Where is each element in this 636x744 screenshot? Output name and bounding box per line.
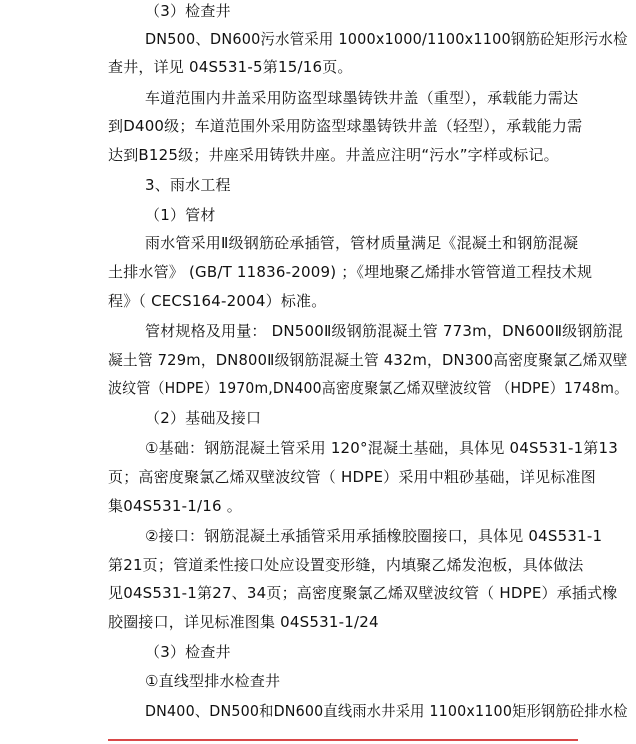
paragraph-line: 胶圈接口，详见标准图集 04S531-1/24: [108, 613, 379, 631]
paragraph-line: 集04S531-1/16 。: [108, 497, 242, 515]
paragraph-line: DN500、DN600污水管采用 1000x1000/1100x1100钢筋砼矩形污水检: [145, 30, 628, 48]
paragraph-line: 管材规格及用量： DN500Ⅱ级钢筋混凝土管 773m，DN600Ⅱ级钢筋混: [145, 322, 623, 340]
page-bottom-rule: [108, 739, 578, 741]
section-heading-manhole: （3）检查井: [145, 2, 231, 20]
list-item-heading: ①直线型排水检查井: [145, 672, 281, 690]
subsection-heading-foundation: （2）基础及接口: [145, 409, 262, 427]
section-heading-stormwater: 3、雨水工程: [145, 176, 231, 194]
paragraph-line: 凝土管 729m，DN800Ⅱ级钢筋混凝土管 432m，DN300高密度聚氯乙烯双壁: [108, 351, 628, 369]
paragraph-line: 第21页；管道柔性接口处应设置变形缝，内填聚乙烯发泡板，具体做法: [108, 556, 584, 574]
paragraph-line: 车道范围内井盖采用防盗型球墨铸铁井盖（重型），承载能力需达: [145, 89, 579, 107]
paragraph-line: 雨水管采用Ⅱ级钢筋砼承插管，管材质量满足《混凝土和钢筋混凝: [145, 234, 579, 252]
paragraph-line: 查井，详见 04S531-5第15/16页。: [108, 58, 353, 76]
paragraph-line: ①基础：钢筋混凝土管采用 120°混凝土基础，具体见 04S531-1第13: [145, 439, 618, 457]
subsection-heading-manhole: （3）检查井: [145, 643, 231, 661]
paragraph-line: 程》（ CECS164-2004）标准。: [108, 292, 327, 310]
paragraph-line: DN400、DN500和DN600直线雨水井采用 1100x1100矩形钢筋砼排水检: [145, 702, 628, 720]
subsection-heading-pipe: （1）管材: [145, 206, 216, 224]
paragraph-line: 见04S531-1第27、34页；高密度聚氯乙烯双壁波纹管（ HDPE）承插式橡: [108, 584, 618, 602]
paragraph-line: 到D400级；车道范围外采用防盗型球墨铸铁井盖（轻型），承载能力需: [108, 117, 583, 135]
paragraph-line: 达到B125级；井座采用铸铁井座。井盖应注明“污水”字样或标记。: [108, 146, 559, 164]
paragraph-line: 页；高密度聚氯乙烯双壁波纹管（ HDPE）采用中粗砂基础，详见标准图: [108, 468, 596, 486]
paragraph-line: ②接口：钢筋混凝土承插管采用承插橡胶圈接口，具体见 04S531-1: [145, 527, 603, 545]
paragraph-line: 土排水管》 (GB/T 11836-2009) ；《埋地聚乙烯排水管管道工程技术规: [108, 263, 593, 281]
paragraph-line: 波纹管（HDPE）1970m,DN400高密度聚氯乙烯双壁波纹管 （HDPE）1748m。: [108, 379, 629, 397]
